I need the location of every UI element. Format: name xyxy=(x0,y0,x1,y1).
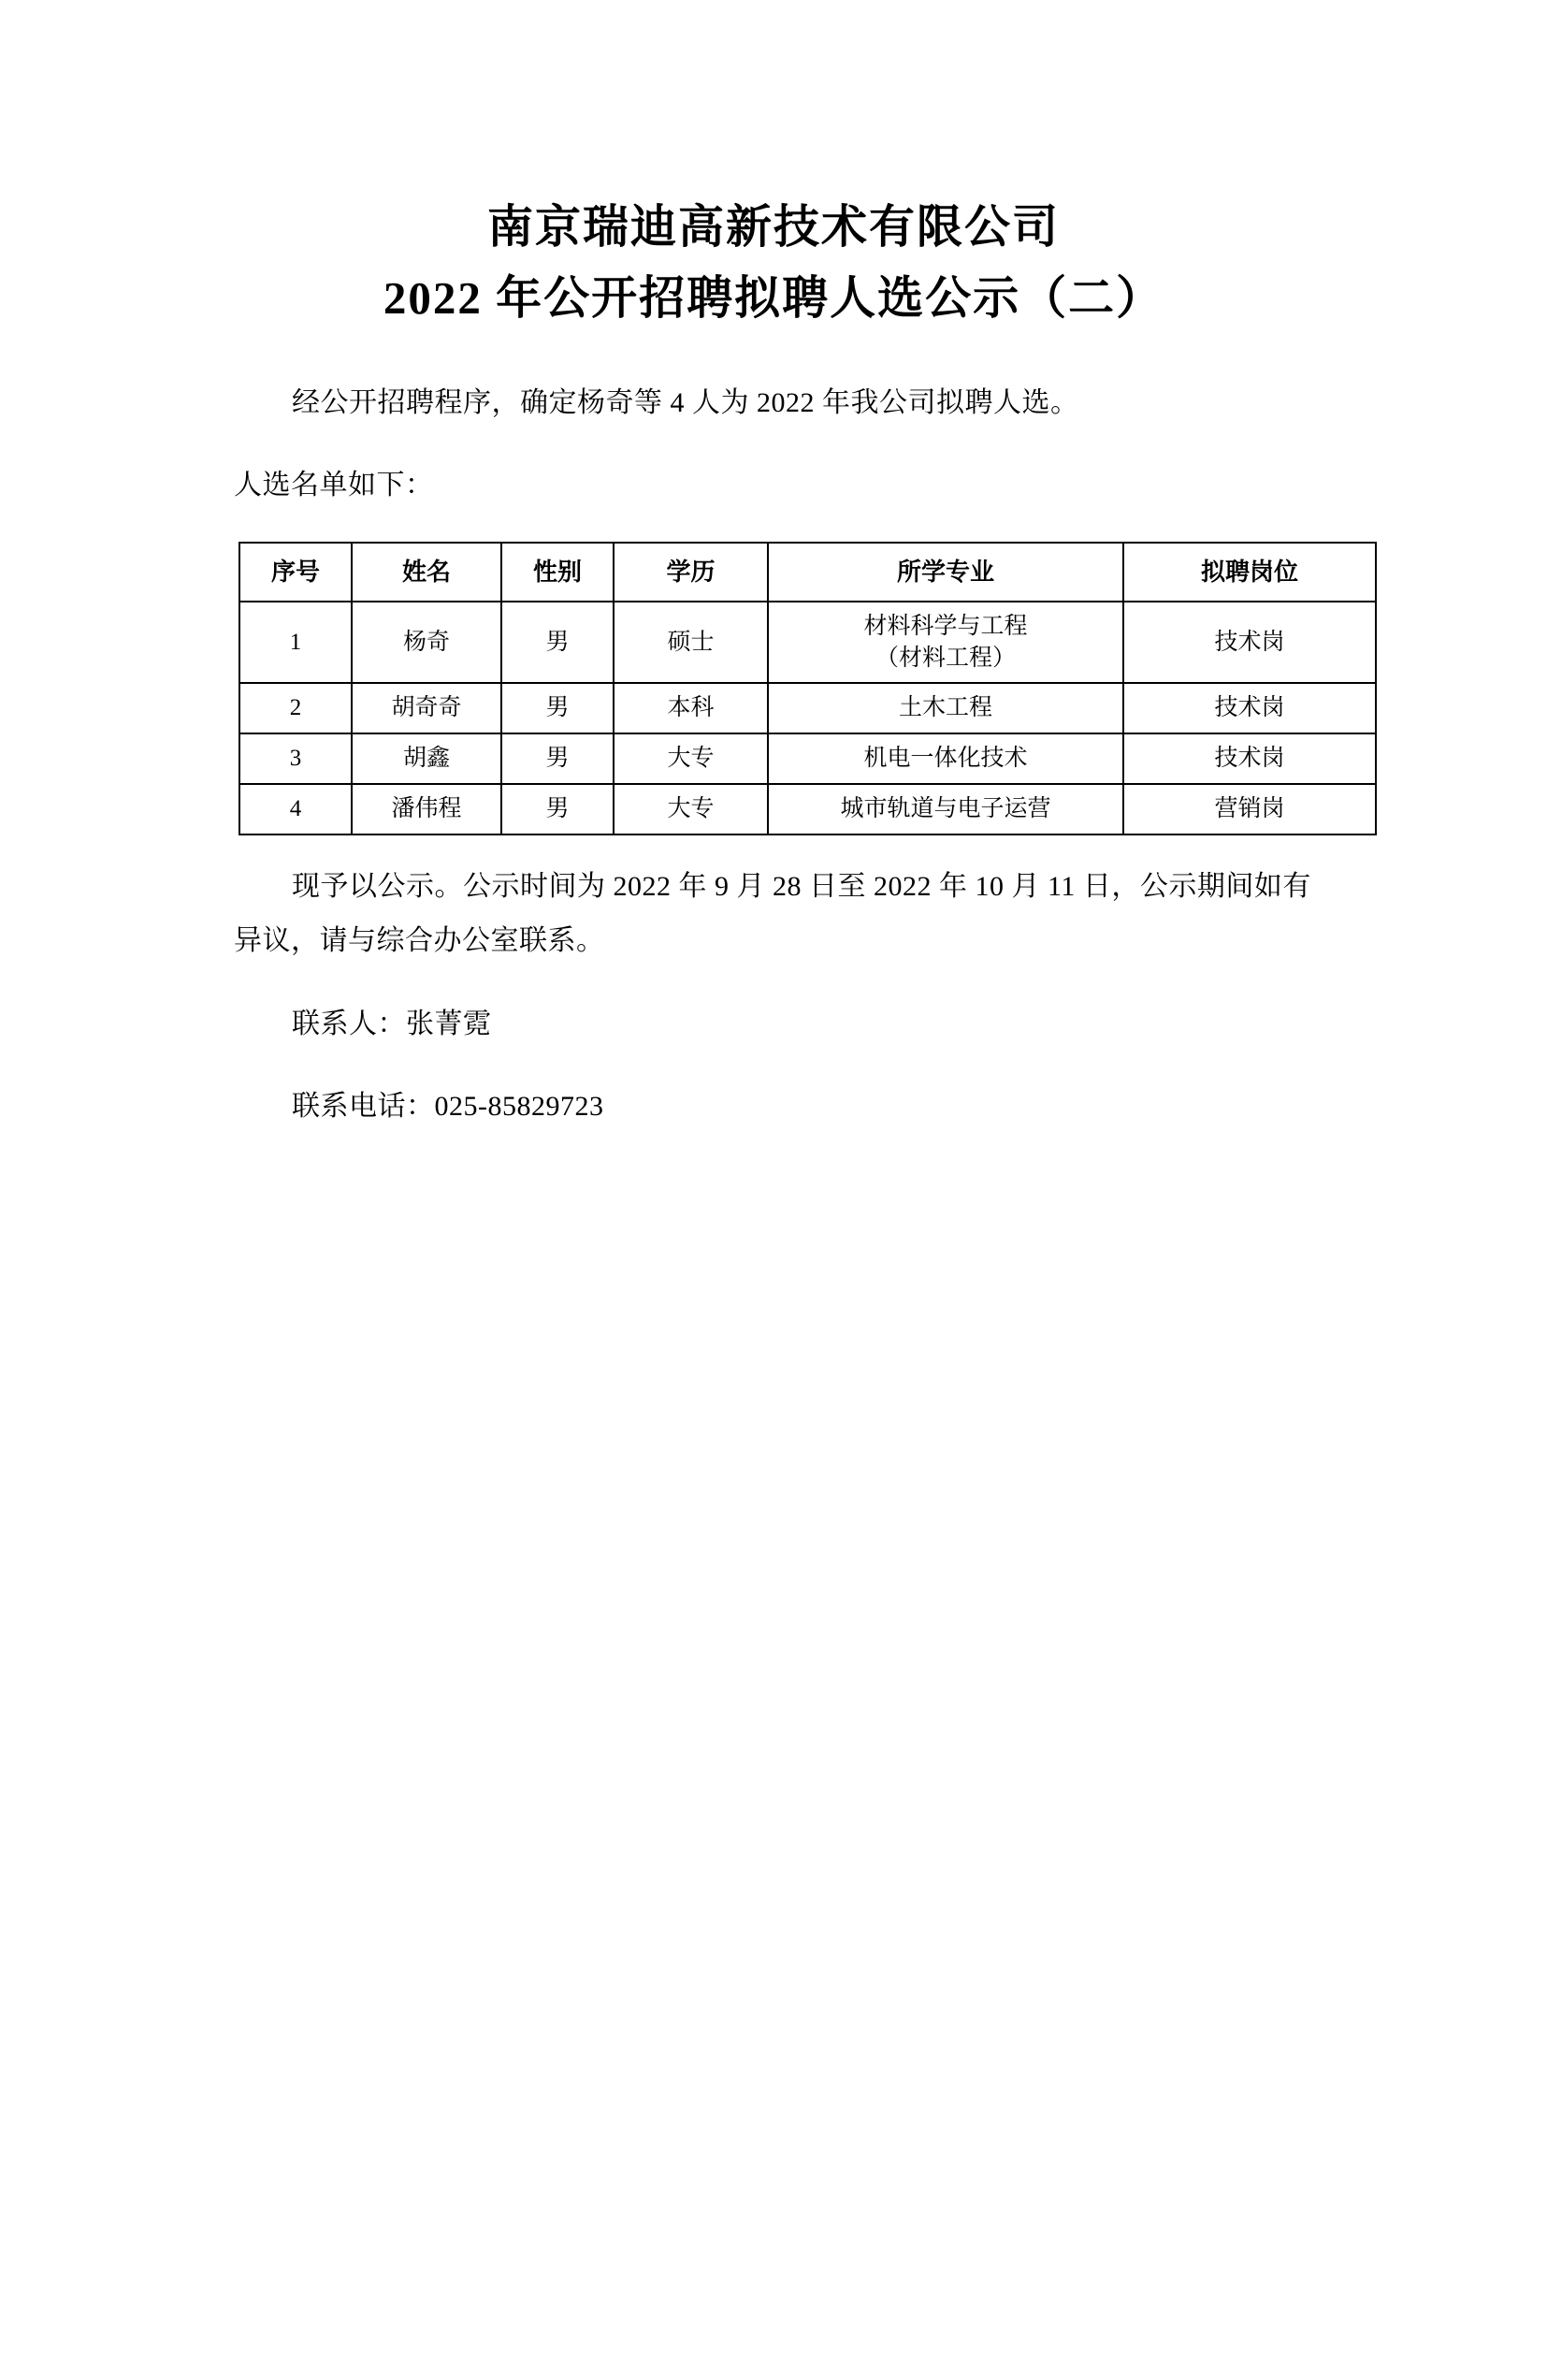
cell-education: 大专 xyxy=(614,733,768,784)
cell-major: 机电一体化技术 xyxy=(768,733,1123,784)
notice-paragraph: 现予以公示。公示时间为 2022 年 9 月 28 日至 2022 年 10 月 11 日，公示期间如有异议，请与综合办公室联系。 xyxy=(234,870,1311,957)
cell-sex: 男 xyxy=(501,733,614,784)
cell-education: 本科 xyxy=(614,683,768,733)
cell-major: 城市轨道与电子运营 xyxy=(768,784,1123,834)
cell-name: 潘伟程 xyxy=(352,784,501,834)
table-header-row xyxy=(239,543,1376,602)
cell-major-line-1: 材料科学与工程 xyxy=(863,613,1028,639)
document-page xyxy=(0,192,1547,2380)
cell-major-line-2: （材料工程） xyxy=(875,645,1016,671)
header-post: 拟聘岗位 xyxy=(1123,543,1376,602)
cell-major xyxy=(768,602,1123,684)
title-line-1: 南京瑞迪高新技术有限公司 xyxy=(486,201,1060,253)
cell-post: 营销岗 xyxy=(1123,784,1376,834)
header-name: 姓名 xyxy=(352,543,501,602)
list-lead-text: 人选名单如下： xyxy=(234,470,434,501)
table-row xyxy=(239,733,1376,784)
cell-education: 硕士 xyxy=(614,602,768,684)
cell-sex: 男 xyxy=(501,602,614,684)
intro-paragraph: 经公开招聘程序，确定杨奇等 4 人为 2022 年我公司拟聘人选。 xyxy=(292,386,1079,418)
cell-post: 技术岗 xyxy=(1123,602,1376,684)
cell-name: 杨奇 xyxy=(352,602,501,684)
cell-no: 1 xyxy=(239,602,352,684)
cell-name: 胡鑫 xyxy=(352,733,501,784)
header-sex: 性别 xyxy=(501,543,614,602)
cell-sex: 男 xyxy=(501,784,614,834)
header-no: 序号 xyxy=(239,543,352,602)
table-row xyxy=(239,683,1376,733)
cell-no: 2 xyxy=(239,683,352,733)
document-title xyxy=(234,192,1313,334)
contact-phone: 联系电话：025-85829723 xyxy=(292,1091,604,1123)
header-major: 所学专业 xyxy=(768,543,1123,602)
table-row xyxy=(239,784,1376,834)
cell-education: 大专 xyxy=(614,784,768,834)
cell-no: 4 xyxy=(239,784,352,834)
title-line-2: 2022 年公开招聘拟聘人选公示（二） xyxy=(383,271,1164,324)
cell-major: 土木工程 xyxy=(768,683,1123,733)
cell-post: 技术岗 xyxy=(1123,733,1376,784)
cell-no: 3 xyxy=(239,733,352,784)
cell-post: 技术岗 xyxy=(1123,683,1376,733)
cell-name: 胡奇奇 xyxy=(352,683,501,733)
cell-sex: 男 xyxy=(501,683,614,733)
candidate-table xyxy=(239,542,1377,835)
contact-person: 联系人：张菁霓 xyxy=(292,1008,492,1039)
header-education: 学历 xyxy=(614,543,768,602)
table-row xyxy=(239,602,1376,684)
